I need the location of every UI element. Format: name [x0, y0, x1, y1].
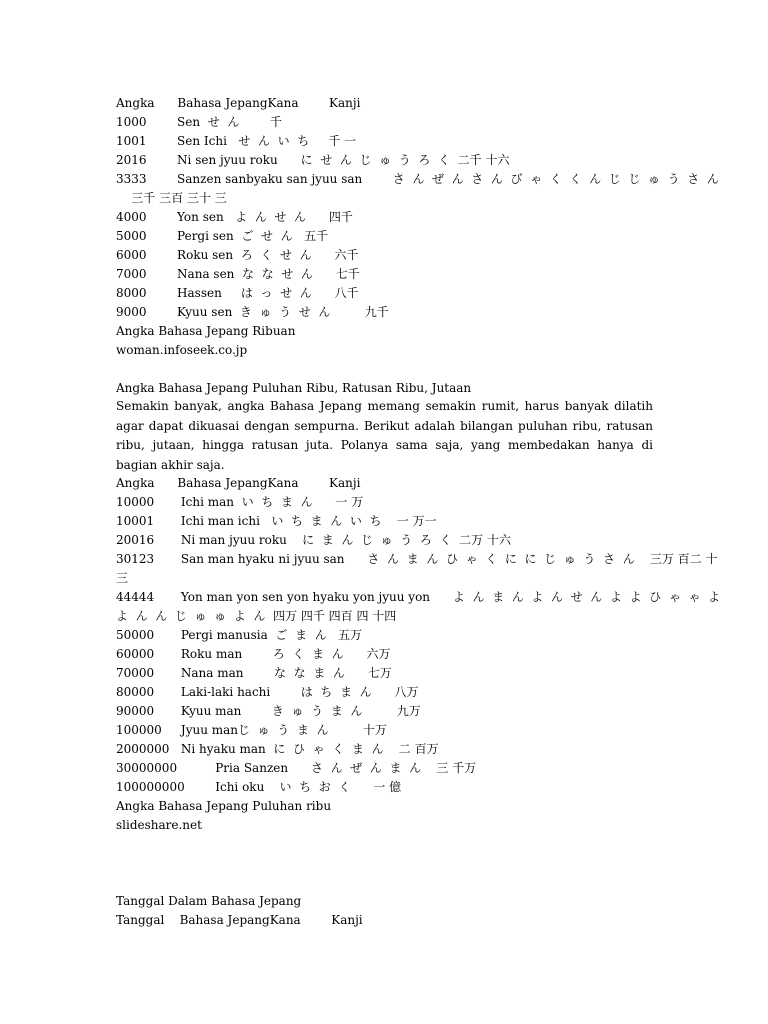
- table2-row: 44444 Yon man yon sen yon hyaku yon jyuu yon よ ん ま ん よ ん せ ん よ よ ひ ゃ ゃ よ: [116, 590, 721, 604]
- table2-row: 20016 Ni man jyuu roku に ま ん じ ゅ う ろ く 二万 十六: [116, 533, 511, 547]
- table1-row: 9000 Kyuu sen き ゅ う せ ん 九千: [116, 305, 389, 319]
- table2-row-wrap: 三: [116, 571, 129, 585]
- table2-row: 100000000 Ichi oku い ち お く 一 億: [116, 780, 402, 794]
- table2-row: 90000 Kyuu man き ゅ う ま ん 九万: [116, 704, 421, 718]
- table1-header: Angka Bahasa JepangKana Kanji: [116, 96, 361, 110]
- table1-row-wrap: 三千 三百 三十 三: [116, 191, 227, 205]
- table2-caption: Angka Bahasa Jepang Puluhan ribu: [116, 799, 332, 813]
- table1-row: 4000 Yon sen よ ん せ ん 四千: [116, 210, 353, 224]
- table2-header: Angka Bahasa JepangKana Kanji: [116, 476, 361, 490]
- table2-row: 30123 San man hyaku ni jyuu san さ ん ま ん ひ ゃ く に に じ ゅ う さ ん 三万 百二 十: [116, 552, 718, 566]
- table2-row: 50000 Pergi manusia ご ま ん 五万: [116, 628, 363, 642]
- section-heading: Tanggal Dalam Bahasa Jepang: [116, 894, 302, 908]
- table1-row: 6000 Roku sen ろ く せ ん 六千: [116, 248, 359, 262]
- table1-row: 3333 Sanzen sanbyaku san jyuu san さ ん ぜ ん さ ん び ゃ く く ん じ じ ゅ う さ ん: [116, 172, 719, 186]
- table2-row: 30000000 Pria Sanzen さ ん ぜ ん ま ん 三 千万: [116, 761, 477, 775]
- table1-row: 8000 Hassen は っ せ ん 八千: [116, 286, 359, 300]
- table1-source: woman.infoseek.co.jp: [116, 343, 248, 357]
- table2-row: 10000 Ichi man い ち ま ん 一 万: [116, 495, 364, 509]
- section-paragraph: Semakin banyak, angka Bahasa Jepang memang semakin rumit, harus banyak dilatih agar dapat dikuasai dengan sempurna. Berikut adalah bilangan puluhan ribu, ratusan ribu, jutaan, hingga ratusan juta. Polanya sama saja, yang membedakan hanya di bagian akhir saja.: [116, 399, 653, 472]
- table2-row: 100000 Jyuu manじ ゅ う ま ん 十万: [116, 723, 387, 737]
- table2-row: 2000000 Ni hyaku man に ひ ゃ く ま ん 二 百万: [116, 742, 439, 756]
- table3-header: Tanggal Bahasa JepangKana Kanji: [116, 913, 363, 927]
- table1-row: 1001 Sen Ichi せ ん い ち 千 一: [116, 134, 357, 148]
- table1-row: 7000 Nana sen な な せ ん 七千: [116, 267, 360, 281]
- section-heading: Angka Bahasa Jepang Puluhan Ribu, Ratusan Ribu, Jutaan: [116, 381, 472, 395]
- table2-source: slideshare.net: [116, 818, 202, 832]
- table2-row: 10001 Ichi man ichi い ち ま ん い ち 一 万一: [116, 514, 437, 528]
- table2-row: 70000 Nana man な な ま ん 七万: [116, 666, 392, 680]
- table1-row: 2016 Ni sen jyuu roku に せ ん じ ゅ う ろ く 二千 十六: [116, 153, 510, 167]
- table2-row-wrap: よ ん ん じ ゅ ゅ よ ん 四万 四千 四百 四 十四: [116, 609, 397, 623]
- table2-row: 80000 Laki-laki hachi は ち ま ん 八万: [116, 685, 419, 699]
- table1-row: 1000 Sen せ ん 千: [116, 115, 282, 129]
- table2-row: 60000 Roku man ろ く ま ん 六万: [116, 647, 391, 661]
- table1-caption: Angka Bahasa Jepang Ribuan: [116, 324, 296, 338]
- table1-row: 5000 Pergi sen ご せ ん 五千: [116, 229, 329, 243]
